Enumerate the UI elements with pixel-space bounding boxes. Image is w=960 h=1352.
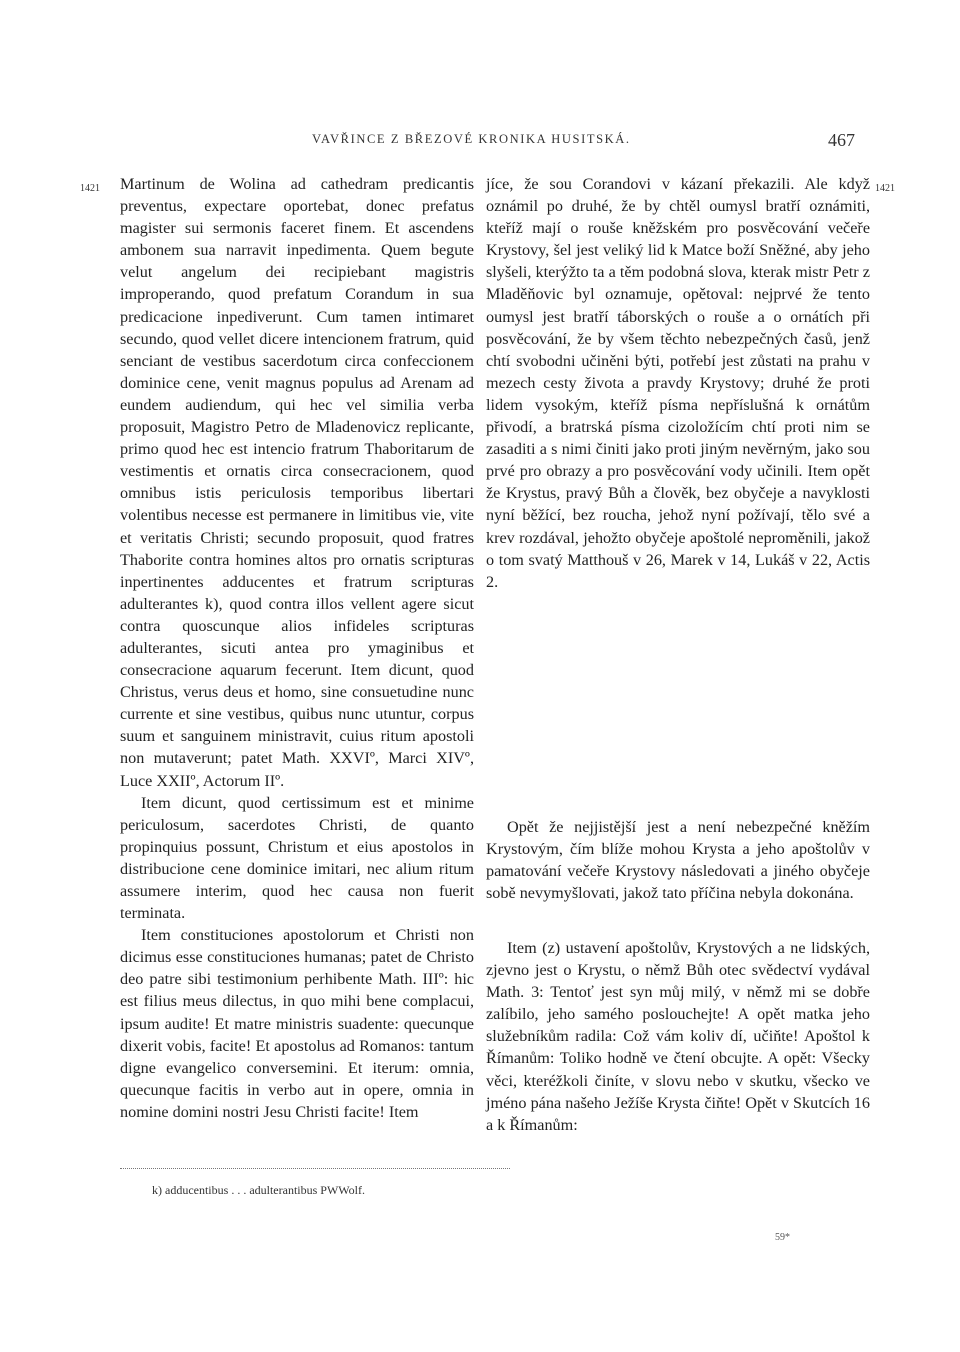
czech-column xyxy=(486,173,870,593)
czech-column-2 xyxy=(486,816,870,904)
margin-year-right: 1421 xyxy=(875,183,895,194)
page-header xyxy=(0,132,960,156)
signature-mark: 59* xyxy=(775,1232,790,1243)
czech-paragraph-3: Item (z) ustavení apoštolův, Krystových a ne lidských, zjevno jest o Krystu, o němž Bůh otec svědectví vydával Math. 3: Tentoť jest syn můj milý, v němž mi se dobře zalíbilo, jeho samého poslouchejte! A opět matka jeho služebníkům radila: Což vám koliv dí, učiňte! Apoštol k Římanům: Toliko hodně ve čtení obcujte. A opět: Všecky věci, kteréžkoli činíte, v slovu nebo v skutku, všecko ve jméno pána našeho Ježíše Krysta čiňte! Opět v Skutcích 16 a k Římanům: xyxy=(486,939,870,1134)
latin-column xyxy=(120,173,474,1123)
czech-paragraph-2: Opět že nejjistější jest a není nebezpečné kněžím Krystovým, čím blíže mohou Krysta a jeho apoštolův v pamatování večeře Krystovy následovati a jiného obyčeje sobě nevymyšlovati, jakož tato příčina nebyla dokonána. xyxy=(486,818,870,903)
footnote: k) adducentibus . . . adulterantibus PWWolf. xyxy=(152,1183,365,1197)
czech-paragraph-1: jíce, že sou Corandovi v kázaní překazili. Ale když oznámil po druhé, že by chtěl oumysl bratří oznámiti, kteříž mají o rouše kněžském pro posvěcování večeře Krystovy, šel jest veliký lid k Matce boží Sněžné, aby jeho slyšeli, kterýžto ta a těm podobná slova, kterak mistr Petr z Mladěňovic byl oznamuje, opětoval: nejprvé že tento oumysl jest bratří táborských o rouše a o ornátích při posvěcování, že by všem těchto nebezpečných časů, jenž chtí svobodni učiněni býti, potřebí jest zůstati na prahu v mezech cesty života a pravdy Krystovy; druhé že proti lidem vysokým, kteříž písma nepříslušná k ornátům přivodí, a bratrská písma cizoložícím chtí proti nim se zasaditi a s nimi činiti jako proti jiným nevěrným, jako sou prvé pro obrazy a pro posvěcování vody učinili. Item opět že Krystus, pravý Bůh a člověk, bez obyčeje a navyklosti nyní běžící, bez roucha, jehož nyní požívají, tělo své a krev rozdával, jehožto obyčeje apoštolé neproměnili, jakož o tom svatý Matthouš v 26, Marek v 14, Lukáš v 22, Actis 2. xyxy=(486,175,870,591)
page-number: 467 xyxy=(828,130,855,150)
latin-paragraph-1: Martinum de Wolina ad cathedram predicantis preventus, expectare oportebat, donec prefatus magister sui sermonis faceret finem. Et ascendens ambonem sua narravit inpedimenta. Quem begute velut angelum dei recipiebant magistris improperando, quod prefatum Corandum in sua predicacione inpediverunt. Cum tamen intimaret secundo, quod vellet dicere intencionem fratrum, quid senciant de vestibus sacerdotum circa confeccionem dominice cene, venit magnus populus ad Arenam ad eundem audiendum, qui hec vel similia verba proposuit, Magistro Petro de Mladenovicz replicante, primo quod hec est intencio fratrum Thaboritarum de vestimentis et ornatis circa consecracionem, quod omnibus istis periculosis temporibus libertari volentibus necesse est permanere in limitibus vie, vite et veritatis Christi; secundo proposuit, quod fratres Thaborite contra homines altos pro ornatis scripturas inpertinentes adducentes et fratrum scripturas adulterantes k), quod contra illos vellent agere sicut contra quoscunque alios infideles scripturas adulterantes, sicuti antea pro ymaginibus et consecracione aquarum fecerunt. Item dicunt, quod Christus, verus deus et homo, sine consuetudine nunc currente et sine vestibus, quibus nunc utuntur, corpus suum et sanguinem ministravit, cuius ritum apostoli non mutaverunt; patet Math. XXVIº, Marci XIVº, Luce XXIIº, Actorum IIº. xyxy=(120,175,474,790)
running-title: VAVŘINCE Z BŘEZOVÉ KRONIKA HUSITSKÁ. xyxy=(312,132,631,146)
margin-year-left: 1421 xyxy=(80,183,100,194)
latin-paragraph-2: Item dicunt, quod certissimum est et minime periculosum, sacerdotes Christi, de quanto propinquius possunt, Christum et eius apostolos in distribucione cene dominice imitari, nec alium ritum assumere interim, quod hec causa non fuerit terminata. xyxy=(120,793,474,923)
czech-column-3 xyxy=(486,937,870,1136)
footnote-divider xyxy=(120,1168,510,1169)
latin-paragraph-3: Item constituciones apostolorum et Christi non dicimus esse constituciones humanas; patet de Christo deo patre sibi testimonium perhibente Math. IIIº: hic est filius meus dilectus, in quo mihi bene complacui, ipsum audite! Et matre ministris suadente: quecunque dixerit vobis, facite! Et apostolus ad Romanos: tantum digne evangelico conversemini. Et iterum: omnia, quecunque facitis in verbo aut in opere, omnia in nomine domini nostri Jesu Christi facite! Item xyxy=(120,926,474,1121)
